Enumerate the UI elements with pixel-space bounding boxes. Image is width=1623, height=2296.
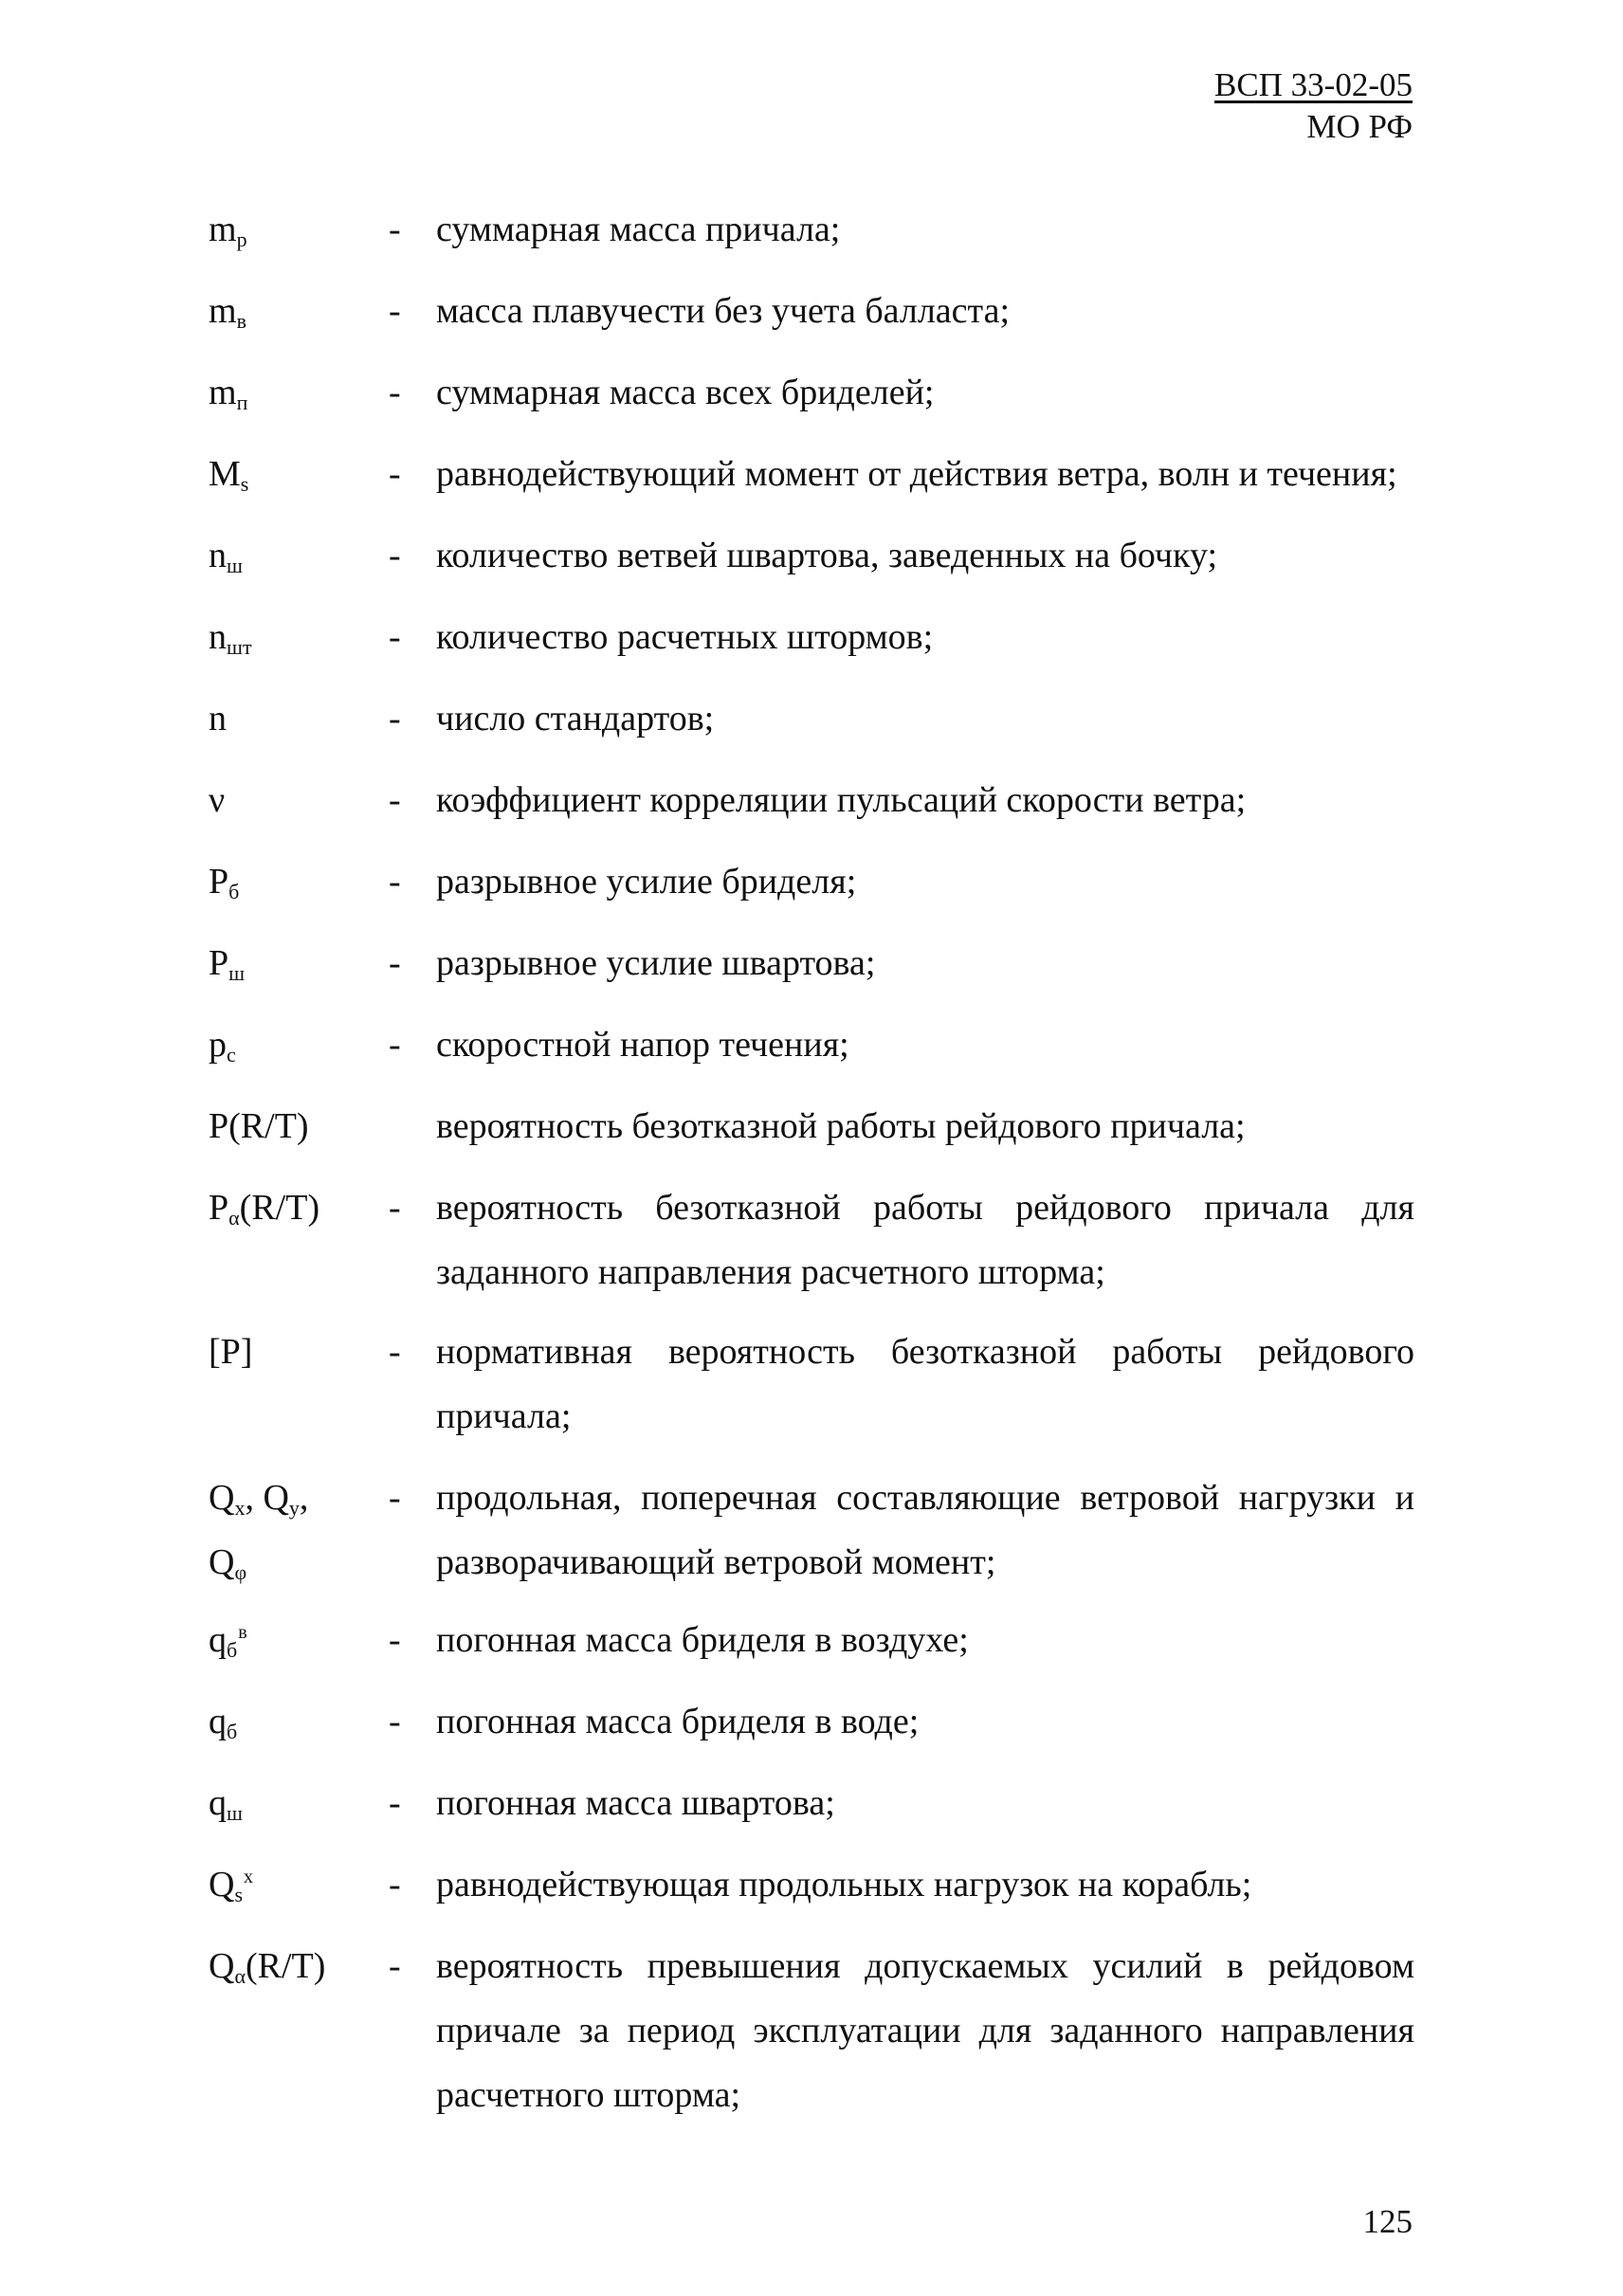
notation-description: равнодействующий момент от действия ветра, волн и течения;: [436, 454, 1397, 494]
notation-symbol: $M_s$: [209, 454, 249, 496]
notation-description: суммарная масса всех бриделей;: [436, 373, 935, 412]
notation-symbol: $q_б$: [209, 1702, 238, 1743]
notation-description: разрывное усилие бриделя;: [436, 862, 857, 902]
notation-dash: -: [389, 862, 401, 902]
notation-dash: -: [389, 1188, 401, 1228]
notation-description: масса плавучести без учета балласта;: [436, 291, 1011, 331]
notation-dash: -: [389, 210, 401, 249]
notation-symbol: $p_c$: [209, 1025, 236, 1066]
document-organization: МО РФ: [1306, 108, 1413, 145]
notation-description: продольная, поперечная составляющие ветровой нагрузки и разворачивающий ветровой момент;: [436, 1478, 1414, 1582]
notation-dash: -: [389, 1332, 401, 1372]
notation-symbol: $m_п$: [209, 373, 248, 414]
notation-symbol: $q_б^в$: [209, 1620, 247, 1662]
notation-dash: -: [389, 1620, 401, 1660]
notation-symbol: $P_ш$: [209, 943, 246, 985]
notation-description: вероятность безотказной работы рейдового причала;: [436, 1106, 1246, 1146]
notation-description: скоростной напор течения;: [436, 1025, 849, 1065]
notation-description: вероятность безотказной работы рейдового причала для заданного направления расчетного шторма;: [436, 1188, 1414, 1292]
document-code: ВСП 33-02-05: [1213, 66, 1413, 103]
notation-dash: -: [389, 1865, 401, 1904]
notation-symbol: $m_р$: [209, 210, 247, 251]
notation-symbol: $q_ш$: [209, 1783, 243, 1825]
notation-dash: -: [389, 373, 401, 412]
notation-dash: -: [389, 699, 401, 738]
notation-description: погонная масса бриделя в воде;: [436, 1702, 920, 1741]
notation-symbol: $P_б$: [209, 862, 240, 903]
notation-symbol: $Q_\alpha(R/T)$: [209, 1946, 326, 1988]
notation-description: погонная масса швартова;: [436, 1783, 835, 1823]
notation-dash: -: [389, 1946, 401, 1986]
notation-dash: -: [389, 1478, 401, 1518]
notation-dash: -: [389, 1702, 401, 1741]
notation-symbol: [P]: [209, 1332, 253, 1372]
notation-dash: -: [389, 617, 401, 657]
document-header: [1119, 64, 1413, 148]
notation-description: коэффициент корреляции пульсаций скорости ветра;: [436, 780, 1247, 820]
notation-dash: -: [389, 780, 401, 820]
notation-description: разрывное усилие швартова;: [436, 943, 876, 983]
notation-description: вероятность превышения допускаемых усилий в рейдовом причале за период эксплуатации для заданного направления расчетного шторма;: [436, 1946, 1414, 2115]
notation-symbol: $Q_x$, $Q_y$, $Q_\varphi$: [209, 1478, 309, 1584]
page-number: 125: [1362, 2203, 1413, 2240]
notation-dash: -: [389, 1025, 401, 1065]
notation-description: число стандартов;: [436, 699, 715, 738]
notation-dash: -: [389, 291, 401, 331]
notation-description: количество расчетных штормов;: [436, 617, 934, 657]
notation-dash: -: [389, 1783, 401, 1823]
notation-description: суммарная масса причала;: [436, 210, 841, 249]
notation-symbol: $n_{шт}$: [209, 617, 252, 659]
notation-symbol: $n_ш$: [209, 536, 243, 577]
notation-symbol: n: [209, 699, 227, 738]
notation-symbol: ν: [209, 780, 226, 820]
notation-dash: -: [389, 454, 401, 494]
notation-symbol: P(R/T): [209, 1106, 309, 1146]
notation-description: погонная масса бриделя в воздухе;: [436, 1620, 969, 1660]
notation-description: равнодействующая продольных нагрузок на корабль;: [436, 1865, 1252, 1904]
notation-symbol: $m_в$: [209, 291, 246, 333]
notation-description: нормативная вероятность безотказной работы рейдового причала;: [436, 1332, 1414, 1436]
notation-dash: -: [389, 536, 401, 575]
notation-description: количество ветвей швартова, заведенных на бочку;: [436, 536, 1218, 575]
notation-symbol: $Q_s^x$: [209, 1865, 254, 1906]
notation-dash: -: [389, 943, 401, 983]
notation-symbol: $P_\alpha(R/T)$: [209, 1188, 320, 1230]
